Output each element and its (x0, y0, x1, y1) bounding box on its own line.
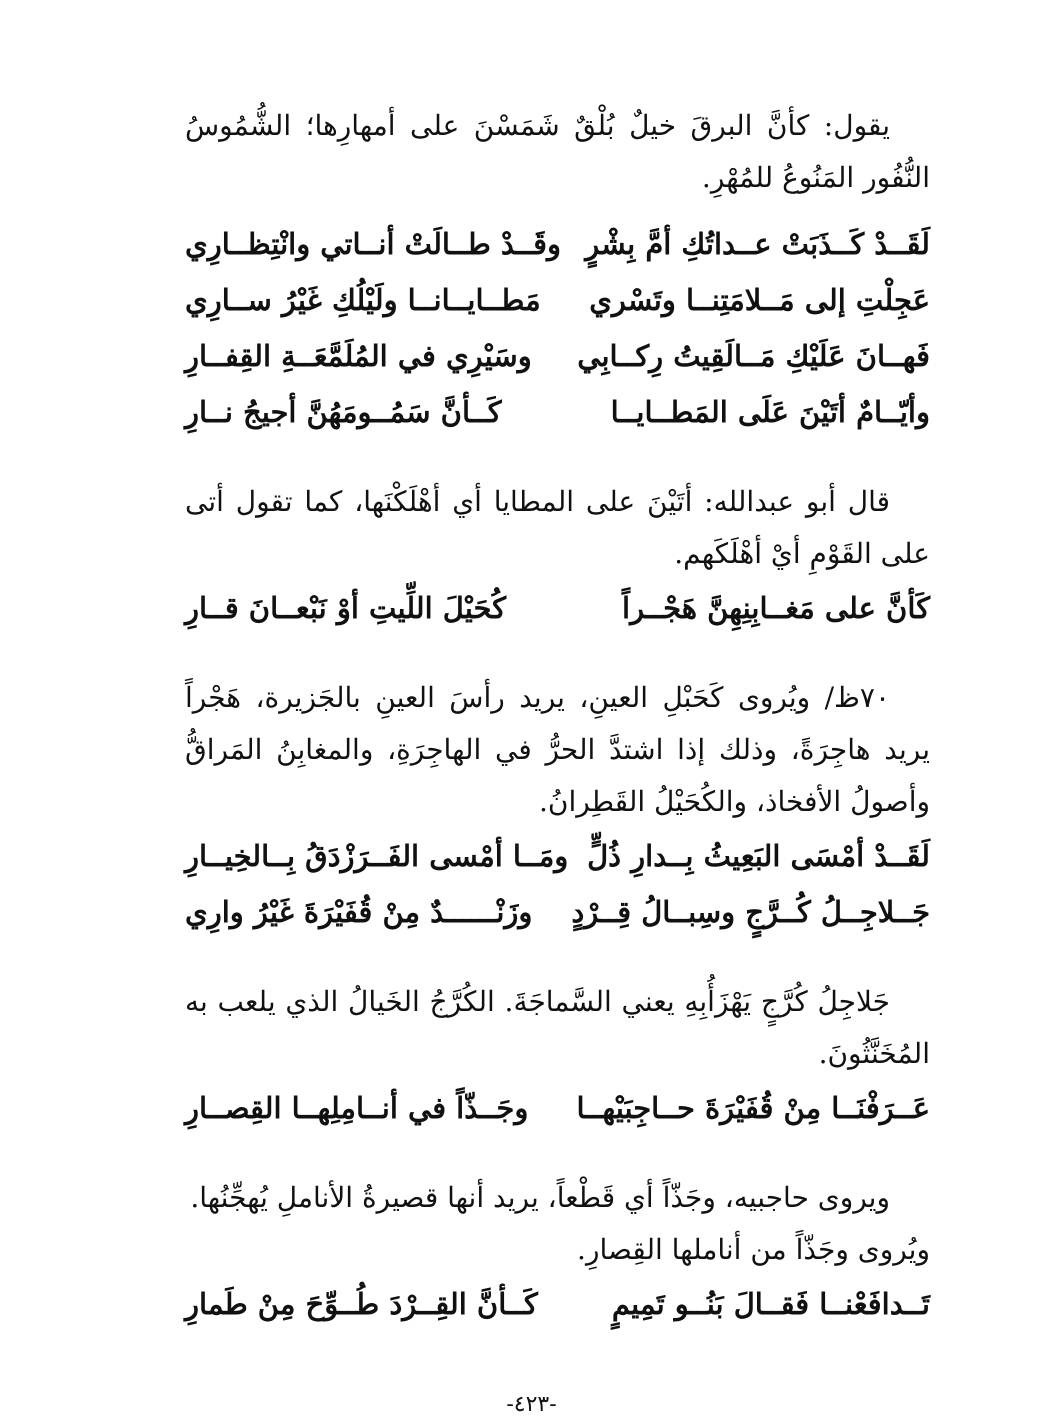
verse-second-hemistich: كَــأنَّ سَمُــومَهُنَّ أجيجُ نــارِ (185, 395, 502, 429)
commentary-paragraph-1: يقول: كأنَّ البرقَ خيلٌ بُلْقٌ شَمَسْنَ على أمهارِها؛ الشُّمُوسُ النُّفُور المَنُوعُ للمُهْرِ. (185, 109, 930, 194)
commentary-paragraph-2: قال أبو عبدالله: أتَيْنَ على المطايا أي أهْلَكْنَها، كما تقول أتى على القَوْمِ أيْ أهْلَكَهم. (185, 485, 930, 570)
verse-line-5 (185, 580, 930, 636)
verse-first-hemistich: لَقَــدْ كَــذَبَتْ عــداتُكِ أمَّ بِشْرٍ (585, 227, 930, 261)
document-page (185, 100, 930, 1332)
verse-line-6 (185, 828, 930, 884)
verse-line-1 (185, 216, 930, 272)
verse-line-2 (185, 272, 930, 328)
verse-line-7 (185, 884, 930, 940)
verse-line-8 (185, 1080, 930, 1136)
verse-second-hemistich: مَطــايــانــا ولَيْلُكِ غَيْرُ ســارِي (185, 283, 541, 317)
verse-first-hemistich: عَــرَفْنَــا مِنْ قُفَيْرَةَ حــاجِبَيْهــا (576, 1091, 930, 1125)
commentary-paragraph-5: ويروى حاجبيه، وجَذّاً أي قَطْعاً، يريد أنها قصيرةُ الأناملِ يُهجِّنُها. (190, 1181, 890, 1214)
commentary-paragraph-4: جَلاجِلُ كُرَّجٍ يَهْزَأُبِهِ يعني السَّماجَةَ. الكُرَّجُ الخَيالُ الذي يلعب به المُخَنَّثُونَ. (185, 985, 930, 1070)
page-number: -٤٢٣- (506, 1392, 557, 1417)
verse-first-hemistich: وأيّــامٌ أتَيْنَ عَلَى المَطــايــا (610, 395, 930, 429)
verse-first-hemistich: لَقَــدْ أمْسَى البَعِيثُ بِــدارِ ذُلٍّ (587, 839, 930, 873)
verse-second-hemistich: وقَــدْ طــالَتْ أنــاتي وانْتِظــارِي (185, 227, 561, 261)
verse-line-9 (185, 1276, 930, 1332)
verse-first-hemistich: تَــدافَعْنــا فَقــالَ بَنُــو تَمِيمٍ (611, 1287, 930, 1321)
verse-line-4 (185, 384, 930, 440)
commentary-paragraph-6: ويُروى وجَذّاً من أناملها القِصارِ. (577, 1233, 930, 1266)
verse-second-hemistich: ومَــا أمْسى الفَــرَزْدَقُ بِــالخِيــارِ (185, 839, 569, 873)
verse-first-hemistich: فَهــانَ عَلَيْكِ مَــالَقِيتُ رِكــابِي (577, 339, 930, 373)
verse-first-hemistich: عَجِلْتِ إلى مَــلامَتِنــا وتَسْري (589, 283, 930, 317)
verse-second-hemistich: وزَنْــــــدٌ مِنْ قُفَيْرَةَ غَيْرُ وارِي (185, 895, 533, 929)
verse-second-hemistich: وجَــذّاً في أنــامِلِهــا القِصــارِ (185, 1091, 529, 1125)
verse-first-hemistich: جَــلاجِــلُ كُــرَّجٍ وسِبــالُ قِــرْدٍ (571, 895, 930, 929)
verse-first-hemistich: كَأنَّ على مَغــابِنِهِنَّ هَجْــراً (622, 591, 930, 625)
verse-second-hemistich: كَــأنَّ القِــرْدَ طُــوِّحَ مِنْ طَمارِ (185, 1287, 538, 1321)
verse-line-3 (185, 328, 930, 384)
commentary-paragraph-3: ٧٠ظ/ ويُروى كَحَبْلِ العينِ، يريد رأسَ العينِ بالجَزيرة، هَجْراً يريد هاجِرَةً، وذلك إذا اشتدَّ الحرُّ في الهاجِرَةِ، والمغابِنُ المَراقُّ وأصولُ الأفخاذ، والكُحَيْلُ القَطِرانُ. (185, 681, 930, 818)
verse-second-hemistich: وسَيْرِي في المُلَمَّعَــةِ القِفــارِ (185, 339, 532, 373)
verse-second-hemistich: كُحَيْلَ اللِّيتِ أوْ نَبْعــانَ قــارِ (185, 591, 507, 625)
